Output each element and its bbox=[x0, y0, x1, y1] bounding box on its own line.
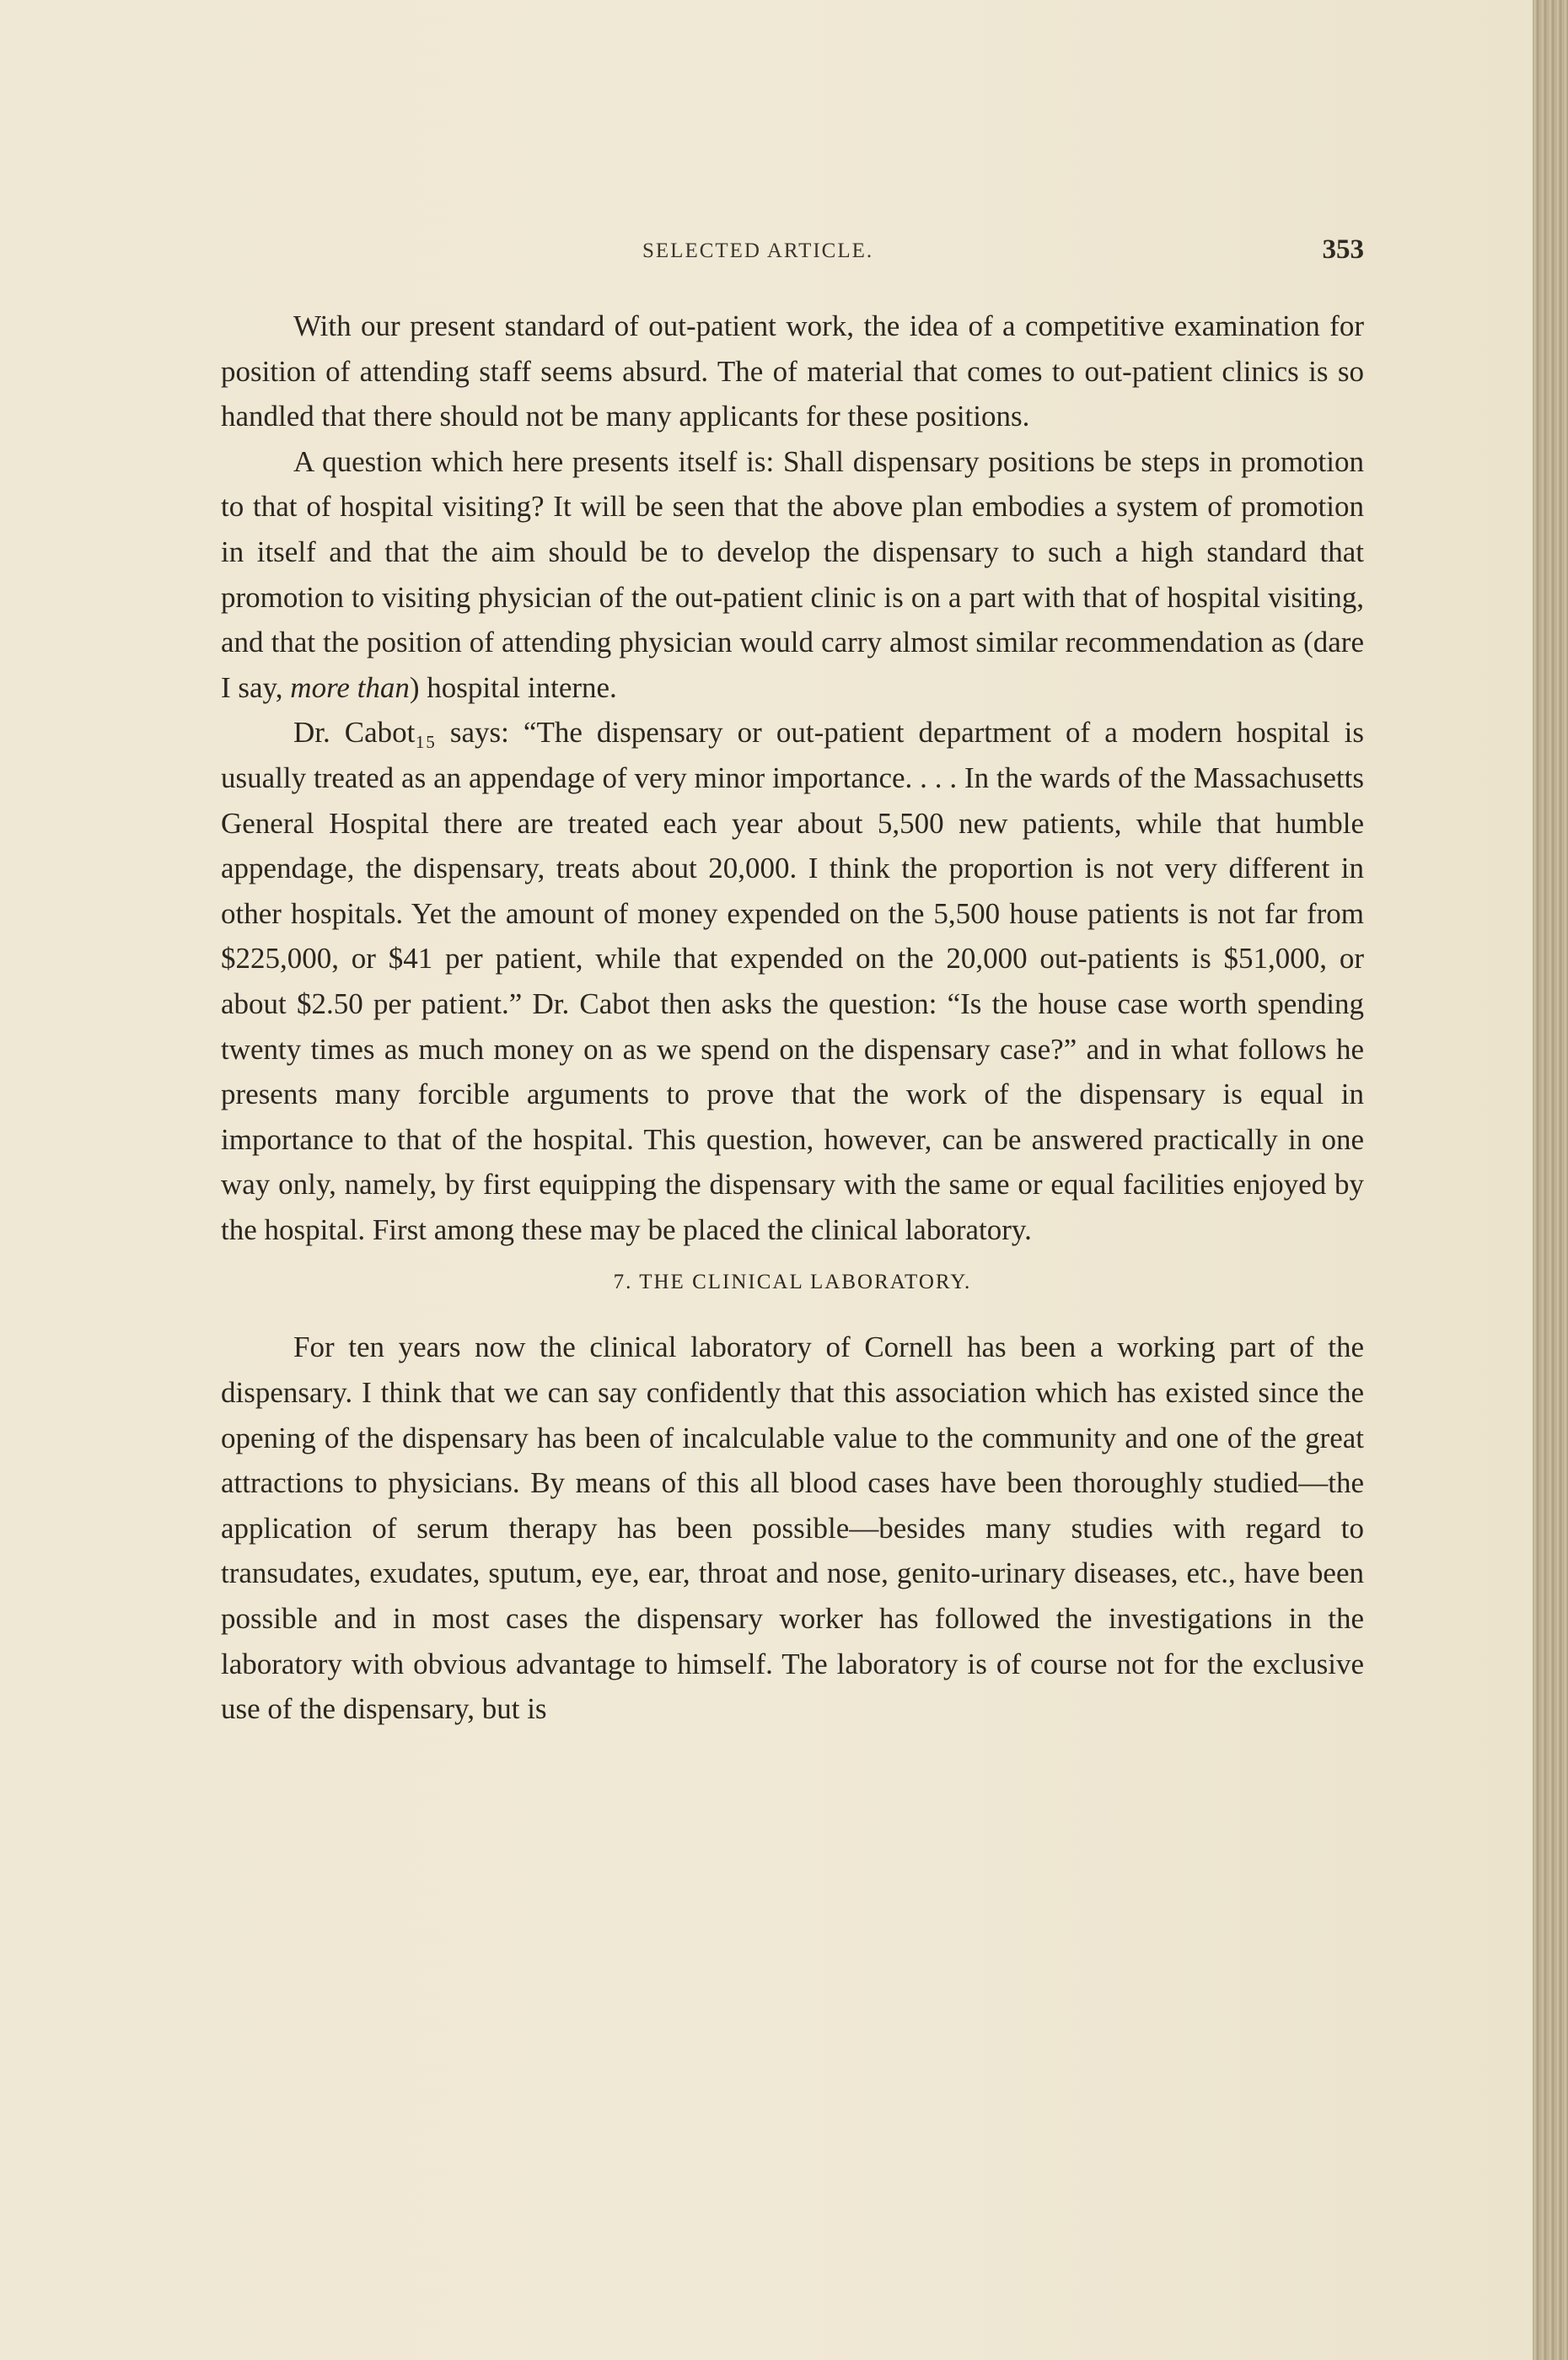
section-heading: 7. THE CLINICAL LABORATORY. bbox=[613, 1271, 972, 1294]
page-edge bbox=[1533, 0, 1568, 2360]
paragraph: For ten years now the clinical laboratory of Cornell has been a working part of the dispensary. I think that we can say confidently that this association which has existed since the opening of the dispensary has been of incalculable value to the community and one of the great attractions to physicians. By means of this all blood cases have been thoroughly studied—the application of serum therapy has been possible—besides many studies with regard to transudates, exudates, sputum, eye, ear, throat and nose, genito-urinary diseases, etc., have been possible and in most cases the dispensary worker has followed the investigations in the laboratory with obvious advantage to himself. The laboratory is of course not for the exclusive use of the dispensary, but is bbox=[221, 1331, 1364, 1726]
page-number: 353 bbox=[1322, 234, 1364, 265]
article-body bbox=[221, 304, 1364, 1732]
running-head: SELECTED ARTICLE. bbox=[642, 239, 874, 262]
paragraph: With our present standard of out-patient work, the idea of a competitive examination for position of attending staff seems absurd. The of material that comes to out-patient clinics is so handled that there should not be many applicants for these positions. bbox=[221, 309, 1364, 433]
emphasis: more than bbox=[290, 670, 410, 704]
paragraph: A question which here presents itself is: Shall dispensary positions be steps in promotion to that of hospital visiting? It will be seen that the above plan embodies a system of promotion in itself and that the aim should be to develop the dispensary to such a high standard that promotion to visiting physician of the out-patient clinic is on a part with that of hospital visiting, and that the position of attending physician would carry almost similar recommendation as (dare I say, more than) hospital interne. bbox=[221, 444, 1364, 704]
paragraph: Dr. Cabot₁₅ says: “The dispensary or out-patient department of a modern hospital is usually treated as an appendage of very minor importance. . . . In the wards of the Massachusetts General Hospital there are treated each year about 5,500 new patients, while that humble appendage, the dispensary, treats about 20,000. I think the proportion is not very different in other hospitals. Yet the amount of money expended on the 5,500 house patients is not far from $225,000, or $41 per patient, while that expended on the 20,000 out-patients is $51,000, or about $2.50 per patient.” Dr. Cabot then asks the question: “Is the house case worth spending twenty times as much money on as we spend on the dispensary case?” and in what follows he presents many forcible arguments to prove that the work of the dispensary is equal in importance to that of the hospital. This question, however, can be answered practically in one way only, namely, by first equipping the dispensary with the same or equal facilities enjoyed by the hospital. First among these may be placed the clinical laboratory. bbox=[221, 716, 1364, 1246]
page-header bbox=[221, 234, 1364, 271]
